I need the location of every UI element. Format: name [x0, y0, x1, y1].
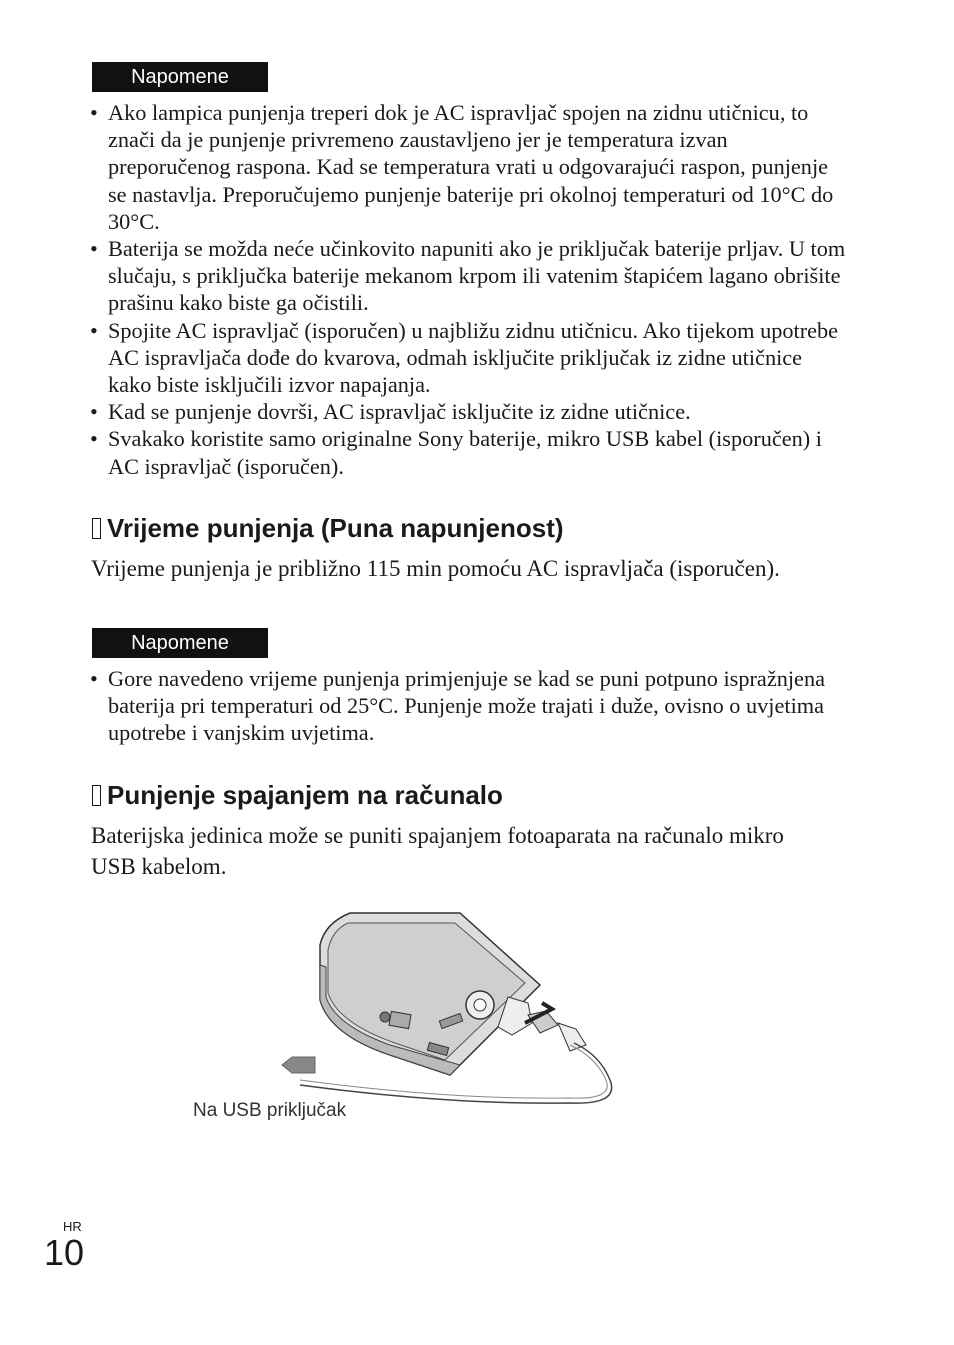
list-item: • Baterija se možda neće učinkovito napuniti ako je priključak baterije prljav. U tom slučaju, s priključka baterije mekanom krpom ili vatenim štapićem lagano obrišite prašinu kako biste ga očistili.: [90, 235, 850, 317]
page-number: 10: [44, 1232, 85, 1273]
section-title: Punjenje spajanjem na računalo: [107, 780, 503, 810]
section-title: Vrijeme punjenja (Puna napunjenost): [107, 513, 564, 543]
list-item: • Ako lampica punjenja treperi dok je AC ispravljač spojen na zidnu utičnicu, to znači da je punjenje privremeno zaustavljeno jer je temperatura izvan preporučenog raspona. Kad se temperatura vrati u odgovarajući raspon, punjenje se nastavlja. Preporučujemo punjenje baterije pri okolnoj temperaturi od 10°C do 30°C.: [90, 99, 850, 235]
camera-usb-illustration: [270, 905, 640, 1105]
figure-caption: Na USB priključak: [193, 1100, 347, 1121]
section-body: Baterijska jedinica može se puniti spajanjem fotoaparata na računalo mikro USB kabelom.: [91, 823, 784, 879]
section-marker-icon: [92, 518, 101, 539]
list-item: • Svakako koristite samo originalne Sony baterije, mikro USB kabel (isporučen) i AC ispravljač (isporučen).: [90, 425, 850, 479]
section-heading-charging-time: [92, 513, 564, 544]
notes-list-1: [90, 99, 850, 480]
section-marker-icon: [92, 785, 101, 806]
list-item: • Spojite AC ispravljač (isporučen) u najbližu zidnu utičnicu. Ako tijekom upotrebe AC ispravljača dođe do kvarova, odmah isključite priključak iz zidne utičnice kako biste isključili izvor napajanja.: [90, 317, 850, 399]
language-code: HR: [63, 1219, 82, 1234]
notes-label: Napomene: [92, 628, 268, 658]
notes-label: Napomene: [92, 62, 268, 92]
list-item: • Gore navedeno vrijeme punjenja primjenjuje se kad se puni potpuno ispražnjena baterija pri temperaturi od 25°C. Punjenje može trajati i duže, ovisno o uvjetima upotrebe i vanjskim uvjetima.: [90, 665, 850, 747]
section-body: Vrijeme punjenja je približno 115 min pomoću AC ispravljača (isporučen).: [91, 556, 780, 581]
notes-list-2: [90, 665, 850, 747]
list-item: • Kad se punjenje dovrši, AC ispravljač isključite iz zidne utičnice.: [90, 398, 850, 425]
section-heading-computer-charging: [92, 780, 503, 811]
